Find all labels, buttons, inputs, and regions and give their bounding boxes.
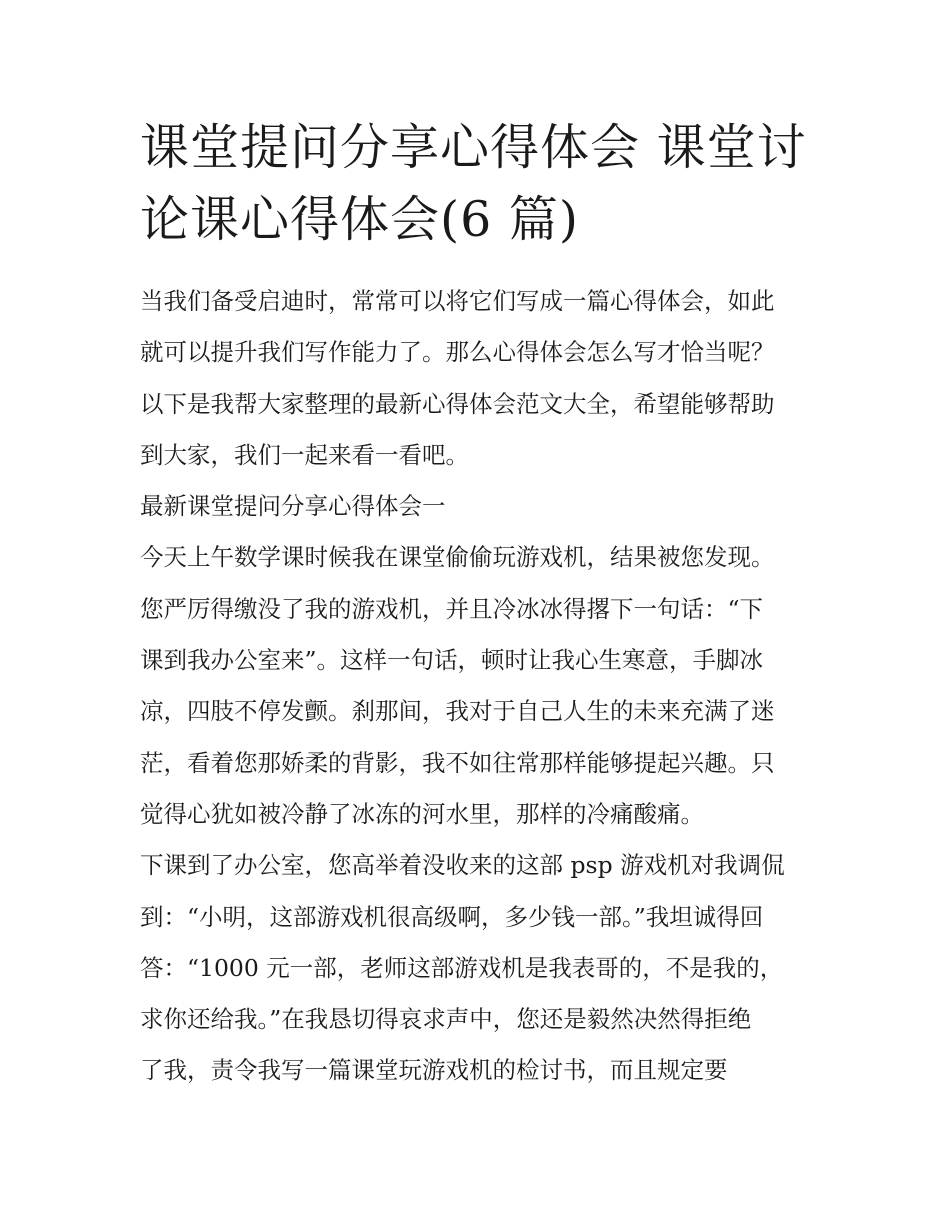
body-line: 求你还给我。”在我恳切得哀求声中，您还是毅然决然得拒绝 bbox=[140, 1005, 752, 1034]
body-line: 课到我办公室来”。这样一句话，顿时让我心生寒意，手脚冰 bbox=[140, 646, 764, 675]
body-line: 茫，看着您那娇柔的背影，我不如往常那样能够提起兴趣。只 bbox=[140, 748, 775, 777]
body-line: 凉，四肢不停发颤。刹那间，我对于自己人生的未来充满了迷 bbox=[140, 697, 775, 726]
body-line: 就可以提升我们写作能力了。那么心得体会怎么写才恰当呢？ bbox=[140, 338, 775, 367]
body-line: 当我们备受启迪时，常常可以将它们写成一篇心得体会，如此 bbox=[140, 287, 775, 315]
title-line-2: 论课心得体会(6 篇) bbox=[140, 191, 579, 248]
body-line: 觉得心犹如被冷静了冰冻的河水里，那样的冷痛酸痛。 bbox=[140, 799, 704, 828]
document-title bbox=[140, 112, 820, 256]
document-body bbox=[140, 276, 820, 1097]
body-line: 到：“小明，这部游戏机很高级啊，多少钱一部。”我坦诚得回 bbox=[140, 902, 764, 931]
body-line: 下课到了办公室，您高举着没收来的这部 psp 游戏机对我调侃 bbox=[140, 851, 785, 880]
body-line: 您严厉得缴没了我的游戏机，并且冷冰冰得撂下一句话：“下 bbox=[140, 594, 764, 623]
body-line: 今天上午数学课时候我在课堂偷偷玩游戏机，结果被您发现。 bbox=[140, 543, 775, 572]
body-line: 答：“1000 元一部，老师这部游戏机是我表哥的，不是我的， bbox=[140, 953, 784, 982]
body-line: 到大家，我们一起来看一看吧。 bbox=[140, 440, 469, 469]
section-heading: 最新课堂提问分享心得体会一 bbox=[140, 492, 446, 521]
title-line-1: 课堂提问分享心得体会 课堂讨 bbox=[140, 119, 807, 176]
body-line: 了我，责令我写一篇课堂玩游戏机的检讨书，而且规定要 bbox=[140, 1056, 728, 1085]
body-line: 以下是我帮大家整理的最新心得体会范文大全，希望能够帮助 bbox=[140, 389, 775, 418]
